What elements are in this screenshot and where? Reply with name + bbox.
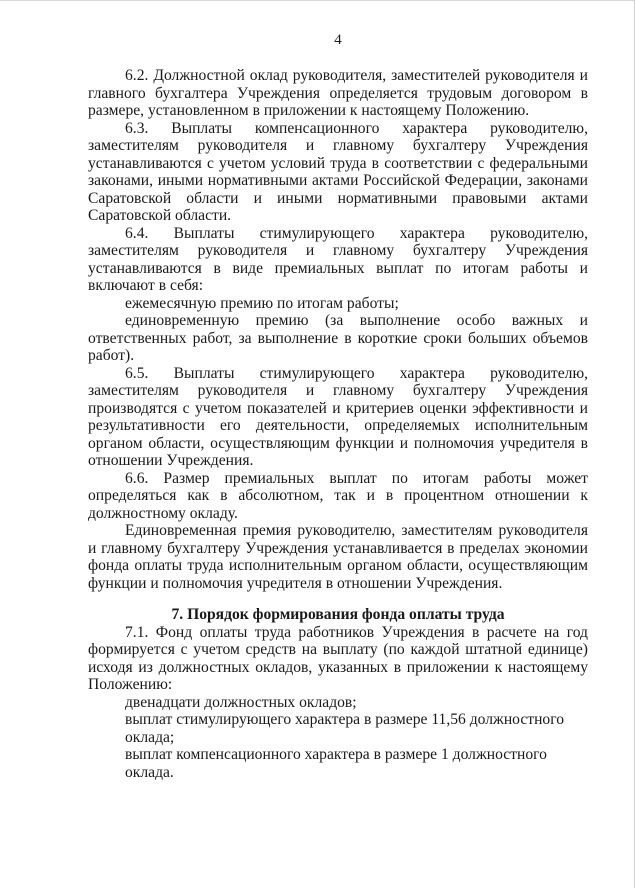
list-item-twelve-salaries: двенадцати должностных окладов; xyxy=(125,693,357,711)
paragraph-6-3: 6.3. Выплаты компенсационного характера руководителю, заместителям руководителя и главному бухгалтеру Учреждения устанавливаются с учетом условий труда в соответствии с федеральными законами, иными нормативными актами Российской Федерации, законами Саратовской области и иными нормативными правовыми актами Саратовской области. xyxy=(88,119,588,224)
list-item-monthly-bonus: ежемесячную премию по итогам работы; xyxy=(125,294,399,312)
paragraph-6-2: 6.2. Должностной оклад руководителя, заместителей руководителя и главного бухгалтера Учреждения определяется трудовым договором в размере, установленном в приложении к настоящему Положению. xyxy=(88,67,588,119)
document-body xyxy=(88,67,588,781)
list-item-compensation-payments: выплат компенсационного характера в размере 1 должностного оклада. xyxy=(125,746,547,781)
list-item-incentive-payments: выплат стимулирующего характера в размере 11,56 должностного оклада; xyxy=(125,711,565,746)
paragraph-6-6-one-time-bonus: Единовременная премия руководителю, заместителям руководителя и главному бухгалтеру Учреждения устанавливается в пределах экономии фонда оплаты труда исполнительным органом области, осуществляющим функции и полномочия учредителя в отношении Учреждения. xyxy=(88,522,588,592)
paragraph-7-1: 7.1. Фонд оплаты труда работников Учреждения в расчете на год формируется с учетом средств на выплату (по каждой штатной единице) исходя из должностных окладов, указанных в приложении к настоящему Положению: xyxy=(88,623,588,693)
paragraph-6-5: 6.5. Выплаты стимулирующего характера руководителю, заместителям руководителя и главному бухгалтеру Учреждения производятся с учетом показателей и критериев оценки эффективности и результативности его деятельности, определяемых исполнительным органом области, осуществляющим функции и полномочия учредителя в отношении Учреждения. xyxy=(88,364,588,469)
list-item-one-time-bonus: единовременную премию (за выполнение особо важных и ответственных работ, за выполнение в короткие сроки больших объемов работ). xyxy=(88,312,588,364)
section-7-heading: 7. Порядок формирования фонда оплаты труда xyxy=(171,606,505,623)
page-number: 4 xyxy=(334,32,342,48)
paragraph-6-6: 6.6. Размер премиальных выплат по итогам работы может определяться как в абсолютном, так и в процентном отношении к должностному окладу. xyxy=(88,469,588,522)
paragraph-6-4: 6.4. Выплаты стимулирующего характера руководителю, заместителям руководителя и главному бухгалтеру Учреждения устанавливаются в виде премиальных выплат по итогам работы и включают в себя: xyxy=(88,224,588,294)
